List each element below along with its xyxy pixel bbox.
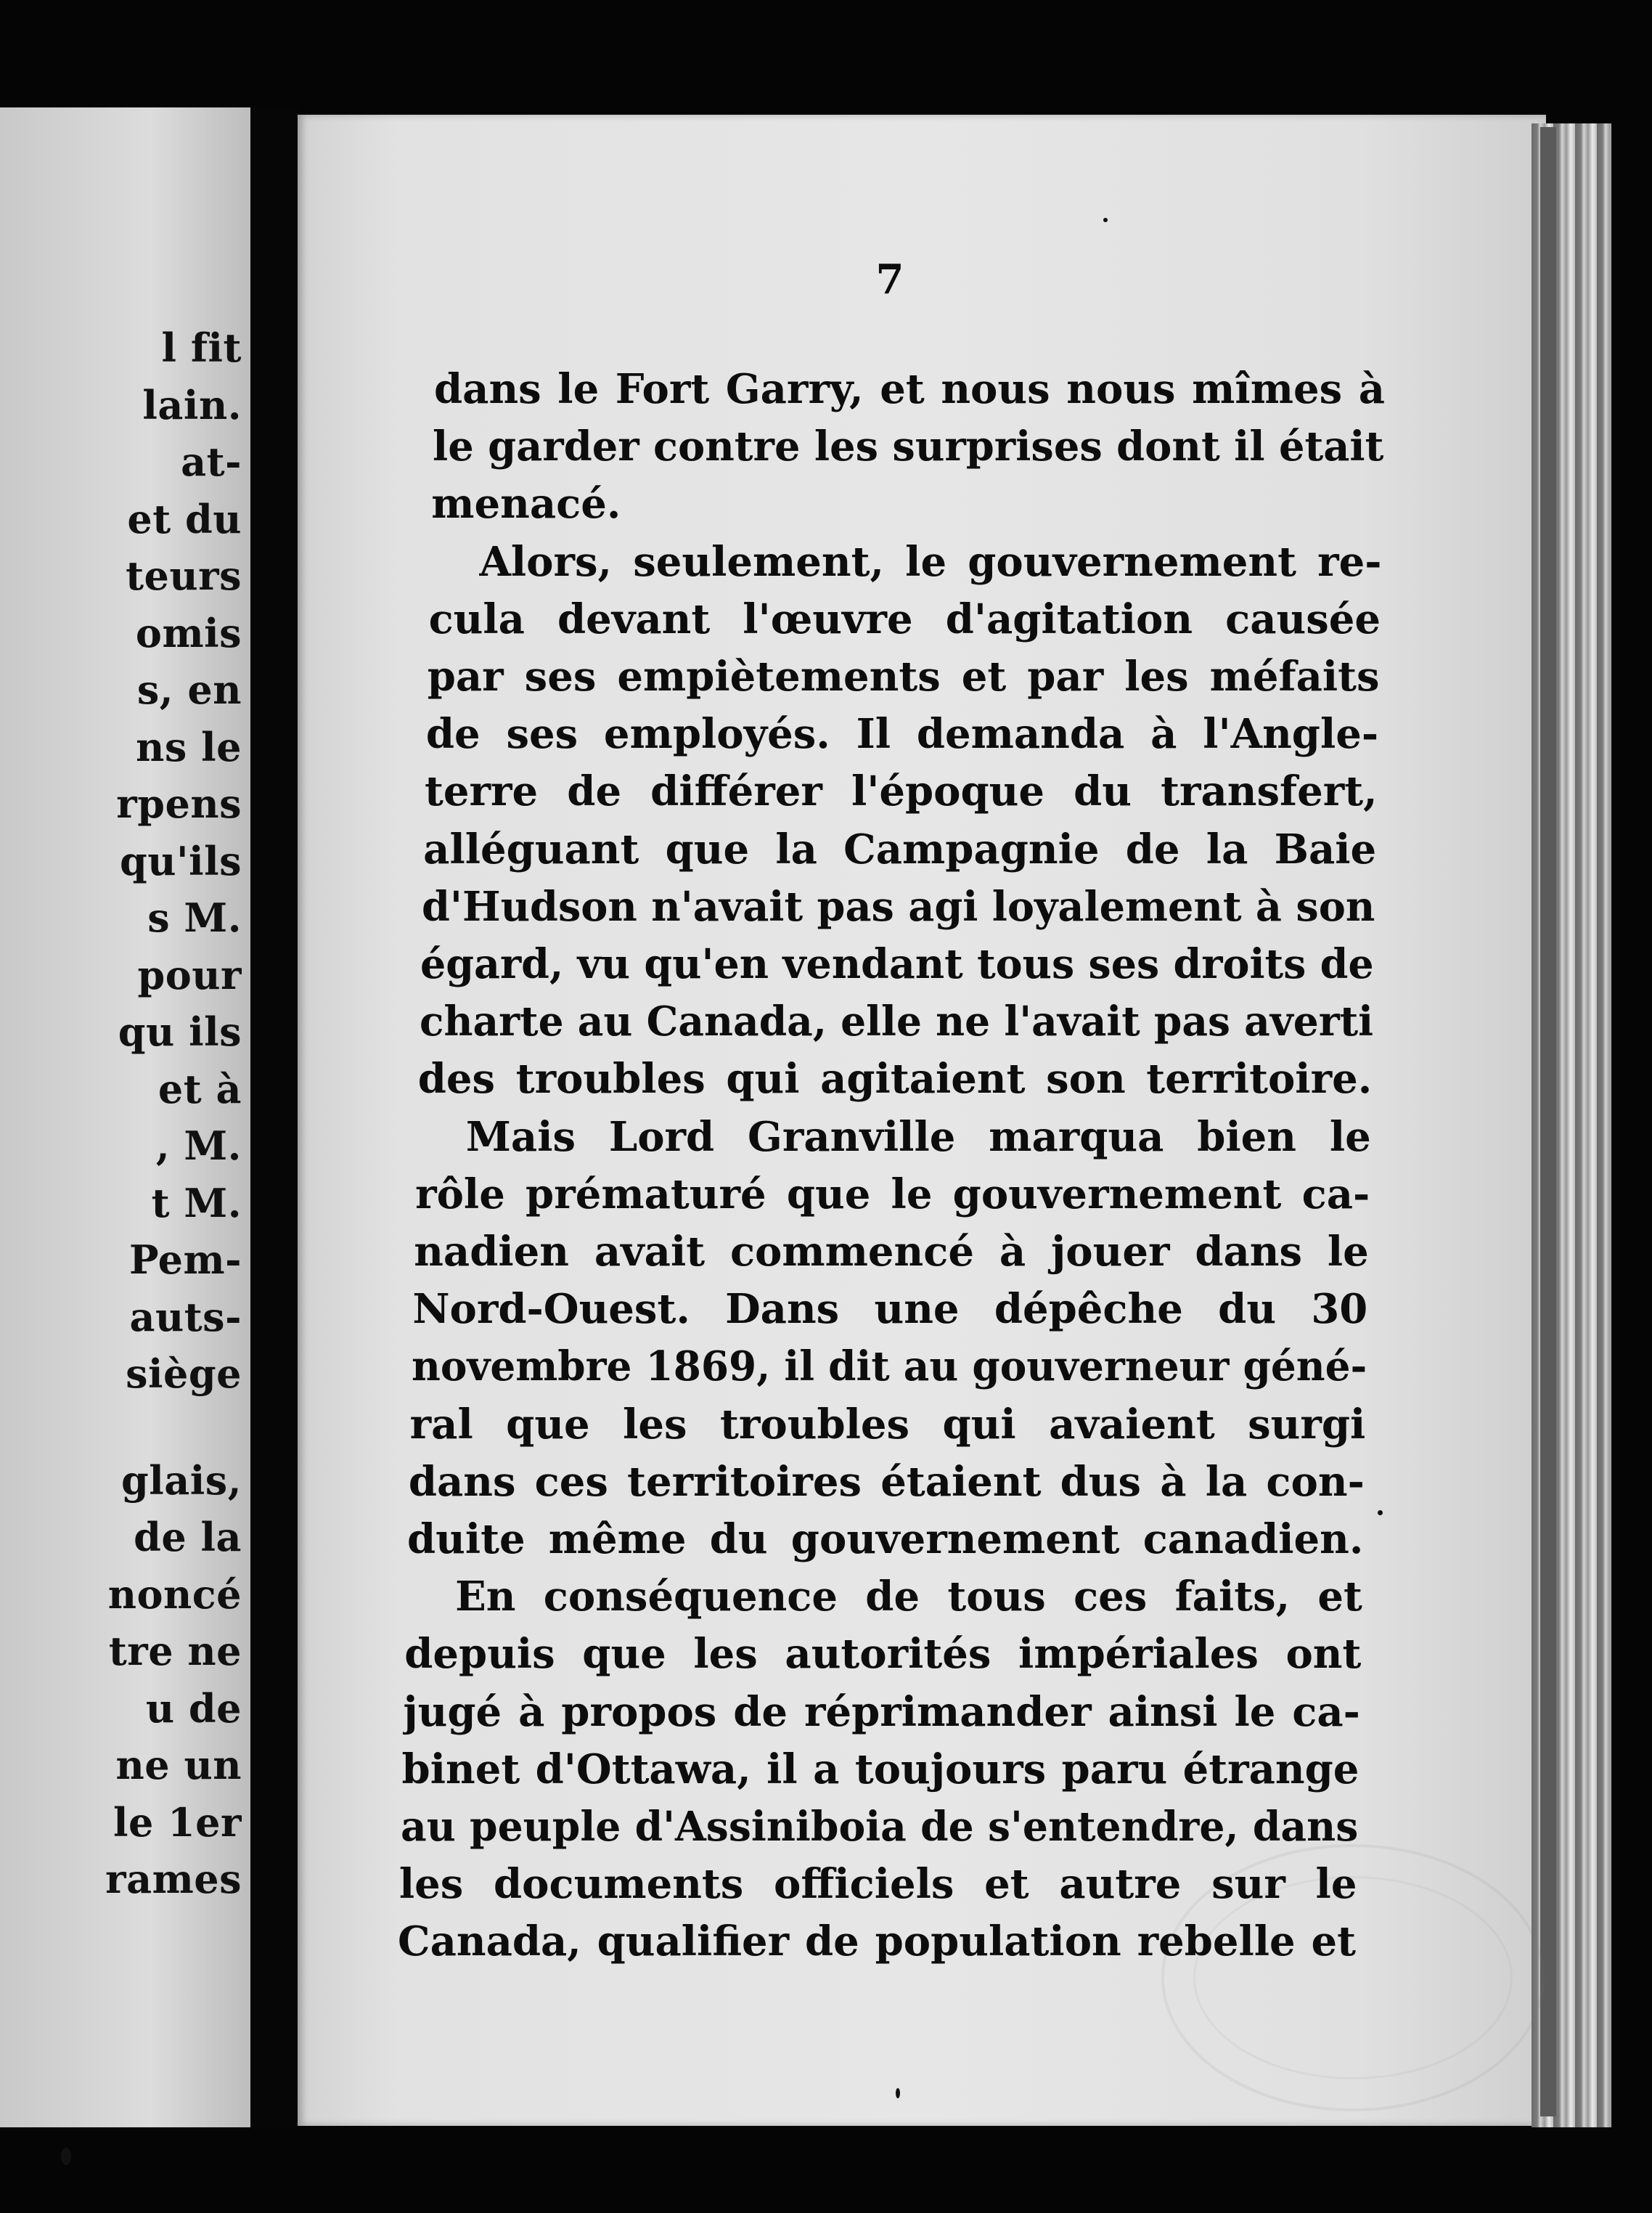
text-line: terre de différer l'époque du transfert,: [425, 767, 1378, 816]
previous-page-line: ns le: [136, 723, 242, 770]
previous-page-line: omis: [135, 609, 242, 656]
text-line: égard, vu qu'en vendant tous ses droits de: [420, 940, 1375, 988]
text-line: duite même du gouvernement canadien.: [406, 1515, 1364, 1563]
text-line: En conséquence de tous ces faits, et: [455, 1573, 1362, 1621]
previous-page-line: siège: [126, 1350, 242, 1397]
text-line: au peuple d'Assiniboia de s'entendre, dans: [400, 1803, 1358, 1851]
ink-speck: [1378, 1510, 1383, 1515]
text-line: ral que les troubles qui avaient surgi: [409, 1400, 1366, 1448]
previous-page-line: qu ils: [118, 1008, 242, 1055]
text-line: Mais Lord Granville marqua bien le: [465, 1112, 1371, 1161]
previous-page-line: s M.: [147, 894, 242, 941]
text-line: rôle prématuré que le gouvernement ca-: [415, 1170, 1370, 1218]
ink-speck: [1103, 218, 1108, 222]
previous-page-line: rames: [105, 1856, 242, 1902]
previous-page-line: noncé: [107, 1570, 242, 1618]
text-line: cula devant l'œuvre d'agitation causée: [428, 595, 1381, 643]
previous-page-line: l fit: [161, 325, 242, 371]
previous-page-line: u de: [145, 1684, 242, 1732]
text-line: le garder contre les surprises dont il était: [433, 423, 1384, 471]
text-line: novembre 1869, il dit au gouverneur géné-: [411, 1342, 1367, 1391]
previous-page-line: et du: [127, 495, 242, 542]
previous-page-line: Pem-: [128, 1236, 242, 1283]
text-line: Canada, qualifier de population rebelle et: [398, 1917, 1356, 1966]
previous-page-line: tre ne: [108, 1628, 242, 1674]
previous-page-line: lain.: [142, 381, 242, 428]
text-line: Alors, seulement, le gouvernement re-: [479, 537, 1382, 586]
previous-page-line: at-: [181, 439, 242, 485]
page-body-text: [0, 341, 1652, 1982]
previous-page-line: t M.: [151, 1179, 242, 1226]
text-line: dans le Fort Garry, et nous nous mîmes à: [434, 365, 1385, 413]
previous-page-line: glais,: [121, 1456, 242, 1504]
text-line: les documents officiels et autre sur le: [398, 1860, 1357, 1909]
previous-page-line: de la: [134, 1514, 242, 1560]
text-line: de ses employés. Il demanda à l'Angle-: [425, 710, 1379, 759]
previous-page-line: auts-: [129, 1293, 242, 1340]
text-line: Nord-Ouest. Dans une dépêche du 30: [412, 1285, 1368, 1334]
text-line: des troubles qui agitaient son territoire.: [417, 1055, 1373, 1104]
page-number: 7: [875, 256, 904, 303]
text-line: d'Hudson n'avait pas agi loyalement à son: [422, 882, 1375, 931]
previous-page-line: , M.: [155, 1122, 242, 1169]
previous-page-line: ne un: [115, 1742, 242, 1788]
previous-page-line: pour: [137, 951, 242, 998]
text-line: dans ces territoires étaient dus à la con-: [408, 1457, 1365, 1506]
previous-page-line: qu'ils: [120, 837, 242, 884]
text-line: jugé à propos de réprimander ainsi le ca-: [403, 1687, 1360, 1736]
ink-speck: [896, 2088, 900, 2098]
previous-page-line: et à: [158, 1065, 242, 1112]
previous-page-line: le 1er: [113, 1798, 242, 1846]
text-line: alléguant que la Campagnie de la Baie: [423, 825, 1377, 873]
text-line: menacé.: [431, 480, 621, 529]
text-line: binet d'Ottawa, il a toujours paru étrange: [401, 1745, 1359, 1793]
text-line: nadien avait commencé à jouer dans le: [414, 1228, 1369, 1276]
text-line: charte au Canada, elle ne l'avait pas averti: [419, 998, 1373, 1046]
previous-page-line: teurs: [126, 553, 242, 599]
text-line: depuis que les autorités impériales ont: [404, 1630, 1362, 1679]
previous-page-line: rpens: [116, 781, 242, 827]
previous-page-line: s, en: [136, 667, 242, 713]
text-line: par ses empiètements et par les méfaits: [427, 653, 1380, 701]
ink-speck: [61, 2148, 71, 2165]
